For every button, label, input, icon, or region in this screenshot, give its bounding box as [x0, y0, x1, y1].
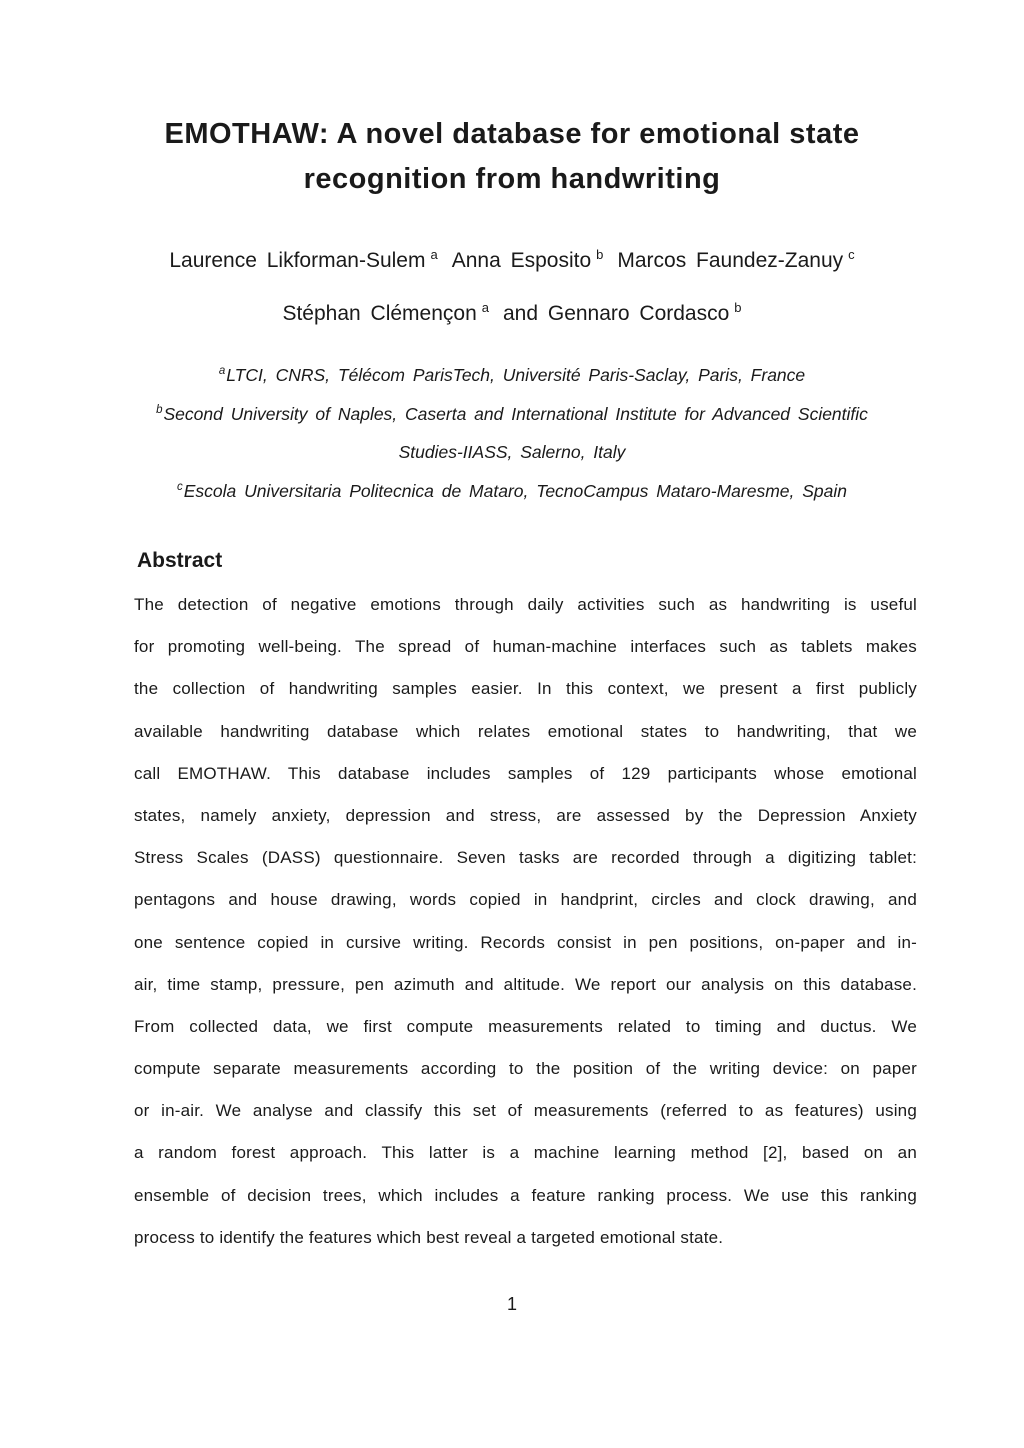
authors-line-1	[0, 246, 1024, 276]
affiliation-line: $^a$LTCI, CNRS, Télécom ParisTech, Université Paris-Saclay, Paris, France	[218, 365, 806, 385]
paper-title	[0, 112, 1024, 202]
abstract-line: Stress Scales (DASS) questionnaire. Seven tasks are recorded through a digitizing tablet:	[134, 848, 917, 868]
abstract-line: call EMOTHAW. This database includes samples of 129 participants whose emotional	[134, 763, 917, 783]
affiliation-marker: a	[218, 365, 226, 378]
affiliation-marker: b	[156, 403, 163, 416]
abstract-line: From collected data, we first compute measurements related to timing and ductus. We	[134, 1016, 917, 1036]
paper-title-line1: EMOTHAW: A novel database for emotional state	[164, 118, 860, 150]
abstract-body	[134, 584, 917, 1259]
page-number: 1	[506, 1294, 517, 1314]
affiliation-line: $^b$Second University of Naples, Caserta and International Institute for Advanced Scientific	[156, 403, 868, 424]
abstract-heading: Abstract	[137, 549, 223, 572]
abstract-line: The detection of negative emotions through daily activities such as handwriting is useful	[134, 595, 917, 614]
author-affiliation-marker: a	[430, 247, 438, 262]
author-name: Laurence Likforman-Sulem $^a$	[169, 247, 438, 272]
author-affiliation-marker: b	[596, 247, 604, 262]
abstract-line: or in-air. We analyse and classify this set of measurements (referred to as features) using	[134, 1101, 917, 1121]
affiliation-marker: c	[176, 481, 183, 494]
abstract-line: states, namely anxiety, depression and stress, are assessed by the Depression Anxiety	[134, 805, 917, 825]
author-affiliation-marker: c	[848, 247, 855, 262]
affiliations-block	[0, 356, 1024, 511]
abstract-line: compute separate measurements according to the position of the writing device: on paper	[134, 1059, 917, 1079]
author-name: and Gennaro Cordasco $^b$	[502, 300, 742, 325]
abstract-line: available handwriting database which relates emotional states to handwriting, that we	[134, 721, 917, 741]
abstract-line: one sentence copied in cursive writing. Records consist in pen positions, on-paper and in-	[134, 932, 917, 952]
authors-line-2	[0, 299, 1024, 329]
abstract-line: pentagons and house drawing, words copied in handprint, circles and clock drawing, and	[134, 890, 917, 910]
abstract-line: the collection of handwriting samples easier. In this context, we present a first publicly	[134, 679, 917, 699]
affiliation-line: Studies-IIASS, Salerno, Italy	[398, 442, 626, 463]
abstract-line: process to identify the features which best reveal a targeted emotional state.	[134, 1227, 724, 1247]
author-name: Stéphan Clémençon $^a$	[282, 300, 489, 325]
author-affiliation-marker: b	[734, 300, 742, 315]
abstract-line: for promoting well-being. The spread of human-machine interfaces such as tablets makes	[134, 637, 917, 657]
abstract-line: a random forest approach. This latter is a machine learning method [2], based on an	[134, 1143, 917, 1163]
author-name: Anna Esposito $^b$	[451, 247, 604, 272]
author-name: Marcos Faundez-Zanuy $^c$	[617, 247, 855, 272]
abstract-line: ensemble of decision trees, which includes a feature ranking process. We use this ranking	[134, 1185, 917, 1205]
paper-title-line2: recognition from handwriting	[303, 163, 721, 195]
author-affiliation-marker: a	[481, 300, 489, 315]
abstract-line: air, time stamp, pressure, pen azimuth and altitude. We report our analysis on this database.	[134, 974, 917, 994]
affiliation-line: $^c$Escola Universitaria Politecnica de Mataro, TecnoCampus Mataro-Maresme, Spain	[176, 481, 848, 502]
